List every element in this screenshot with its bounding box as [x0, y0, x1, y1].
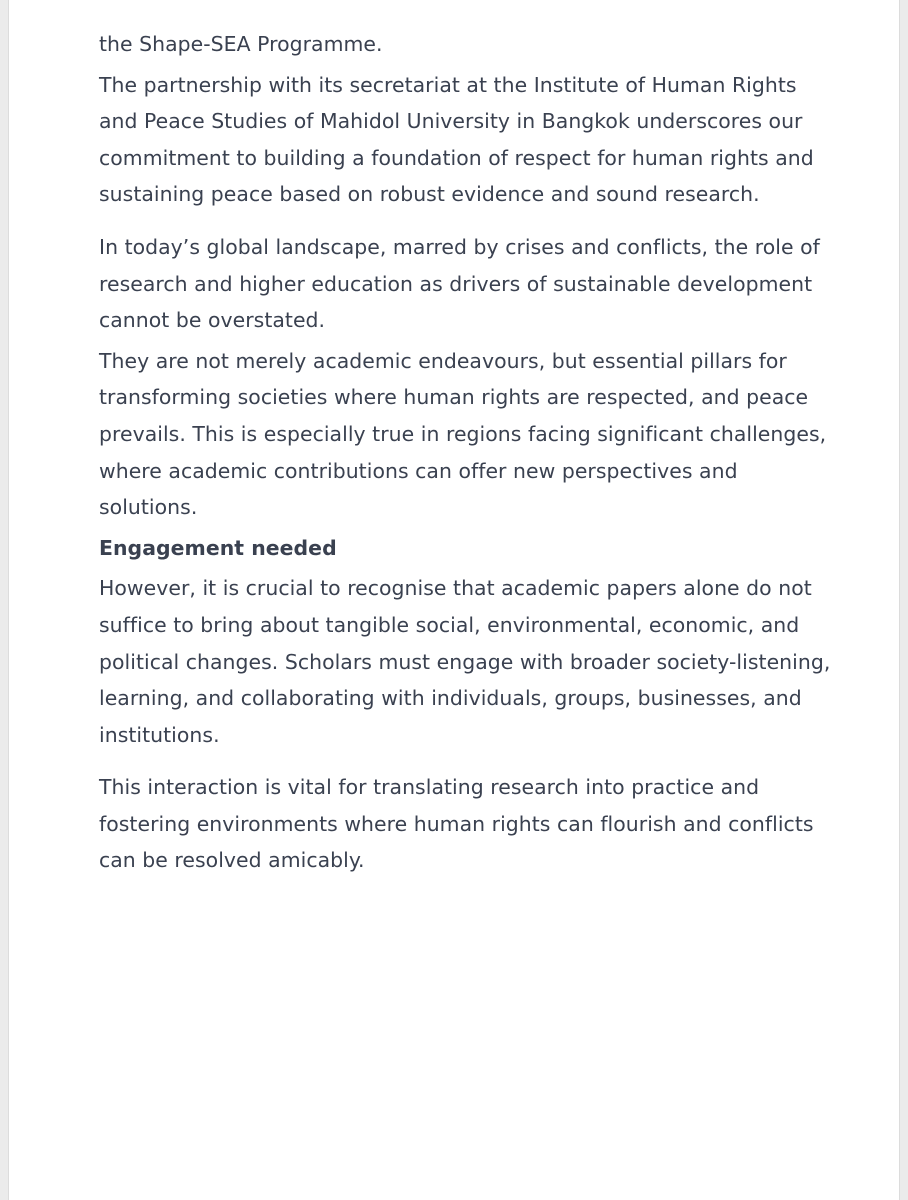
document-page: [8, 0, 900, 1200]
article-paragraph: In today’s global landscape, marred by crises and conflicts, the role of research and higher education as drivers of sustainable development cannot be overstated.: [99, 234, 820, 333]
article-paragraph: The partnership with its secretariat at the Institute of Human Rights and Peace Studies of Mahidol University in Bangkok underscores our commitment to building a foundation of respect for human rights and sustaining peace based on robust evidence and sound research.: [99, 72, 814, 207]
article-paragraph: They are not merely academic endeavours, but essential pillars for transforming societies where human rights are respected, and peace prevails. This is especially true in regions facing significant challenges, where academic contributions can offer new perspectives and solutions.: [99, 348, 827, 520]
article-paragraph: However, it is crucial to recognise that academic papers alone do not suffice to bring about tangible social, environmental, economic, and political changes. Scholars must engage with broader society-listening, learning, and collaborating with individuals, groups, businesses, and institutions.: [99, 576, 831, 747]
section-subheading: Engagement needed: [99, 535, 337, 560]
article-body: [99, 26, 839, 879]
article-paragraph: This interaction is vital for translating research into practice and fostering environments where human rights can flourish and conflicts can be resolved amicably.: [99, 775, 814, 873]
article-paragraph: the Shape-SEA Programme.: [99, 32, 383, 56]
